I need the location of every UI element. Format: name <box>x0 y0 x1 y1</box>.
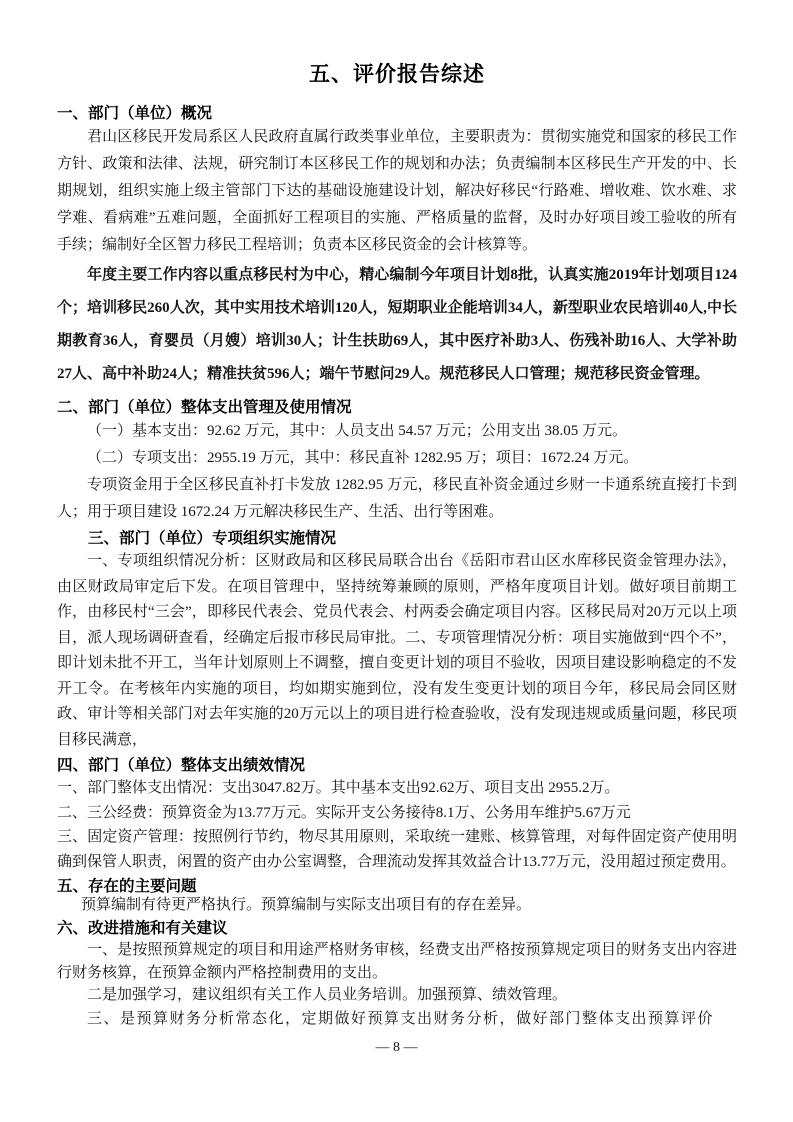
section-1-heading: 一、部门（单位）概况 <box>57 105 213 122</box>
section-2-item-special-expense: （二）专项支出：2955.19 万元，其中：移民直补 1282.95 万；项目：1672.24 万元。 <box>87 450 639 466</box>
section-4-item-fixed-assets: 三、固定资产管理：按照例行节约，物尽其用原则，采取统一建账、核算管理，对每件固定资产使用明确到保管人职责，闲置的资产由办公室调整，合理流动发挥其效益合计13.77万元，没用超过预定费用。 <box>57 829 737 870</box>
section-4-item-three-public-funds: 二、三公经费：预算资金为13.77万元。实际开支公务接待8.1万、公务用车维护5.67万元 <box>57 804 631 821</box>
section-2-heading: 二、部门（单位）整体支出管理及使用情况 <box>57 399 352 416</box>
document-title: 五、评价报告综述 <box>309 63 485 86</box>
section-6-suggestion-3: 三、是预算财务分析常态化，定期做好预算支出财务分析，做好部门整体支出预算评价 <box>87 1010 715 1027</box>
section-3-heading: 三、部门（单位）专项组织实施情况 <box>88 530 337 547</box>
section-4-item-overall-expense: 一、部门整体支出情况：支出3047.82万。其中基本支出92.62万、项目支出 2955.2万。 <box>57 780 620 796</box>
section-1-paragraph-1: 君山区移民开发局系区人民政府直属行政类事业单位，主要职责为：贯彻实施党和国家的移民工作方针、政策和法律、法规，研究制订本区移民工作的规划和办法；负责编制本区移民生产开发的中、长期规划，组织实施上级主管部门下达的基础设施建设计划，解决好移民“行路难、增收难、饮水难、求学难、看病难”五难问题，全面抓好工程项目的实施、严格质量的监督，及时办好项目竣工验收的所有手续；编制好全区智力移民工程培训；负责本区移民资金的会计核算等。 <box>57 129 737 253</box>
page-number: — 8 — <box>375 1040 418 1055</box>
section-2-item-basic-expense: （一）基本支出：92.62 万元，其中：人员支出 54.57 万元；公用支出 38.05 万元。 <box>87 423 628 439</box>
section-5-heading: 五、存在的主要问题 <box>57 878 197 895</box>
section-4-heading: 四、部门（单位）整体支出绩效情况 <box>57 757 306 774</box>
section-1-paragraph-2: 年度主要工作内容以重点移民村为中心，精心编制今年项目计划8批，认真实施2019年计划项目124个；培训移民260人次，其中实用技术培训120人，短期职业企能培训34人，新型职业农民培训40人,中长期教育36人，育婴员（月嫂）培训30人；计生扶助69人，其中医疗补助3人、伤残补助16人、大学补助27人、高中补助24人；精准扶贫596人；端午节慰问29人。规范移民人口管理；规范移民资金管理。 <box>57 267 737 382</box>
section-6-heading: 六、改进措施和有关建议 <box>57 920 228 937</box>
section-3-paragraph-implementation: 一、专项组织情况分析：区财政局和区移民局联合出台《岳阳市君山区水库移民资金管理办法》，由区财政局审定后下发。在项目管理中，坚持统筹兼顾的原则，严格年度项目计划。做好项目前期工作，由移民村“三会”，即移民代表会、党员代表会、村两委会确定项目内容。区移民局对20万元以上项目，派人现场调研查看，经确定后报市移民局审批。二、专项管理情况分析：项目实施做到“四个不”，即计划未批不开工，当年计划原则上不调整，擅自变更计划的项目不验收，因项目建设影响稳定的不发开工令。在考核年内实施的项目，均如期实施到位，没有发生变更计划的项目今年，移民局会同区财政、审计等相关部门对去年实施的20万元以上的项目进行检查验收，没有发现违规或质量问题，移民项目移民满意， <box>57 553 737 748</box>
section-6-suggestion-2: 二是加强学习，建议组织有关工作人员业务培训。加强预算、绩效管理。 <box>87 987 568 1003</box>
section-2-paragraph-funds-use: 专项资金用于全区移民直补打卡发放 1282.95 万元，移民直补资金通过乡财一卡通系统直接打卡到人；用于项目建设 1672.24 万元解决移民生产、生活、出行等困难。 <box>57 477 737 520</box>
section-5-paragraph-problems: 预算编制有待更严格执行。预算编制与实际支出项目有的存在差异。 <box>81 897 532 913</box>
section-6-suggestion-1: 一、是按照预算规定的项目和用途严格财务审核，经费支出严格按预算规定项目的财务支出内容进行财务核算，在预算金额内严格控制费用的支出。 <box>57 942 737 981</box>
